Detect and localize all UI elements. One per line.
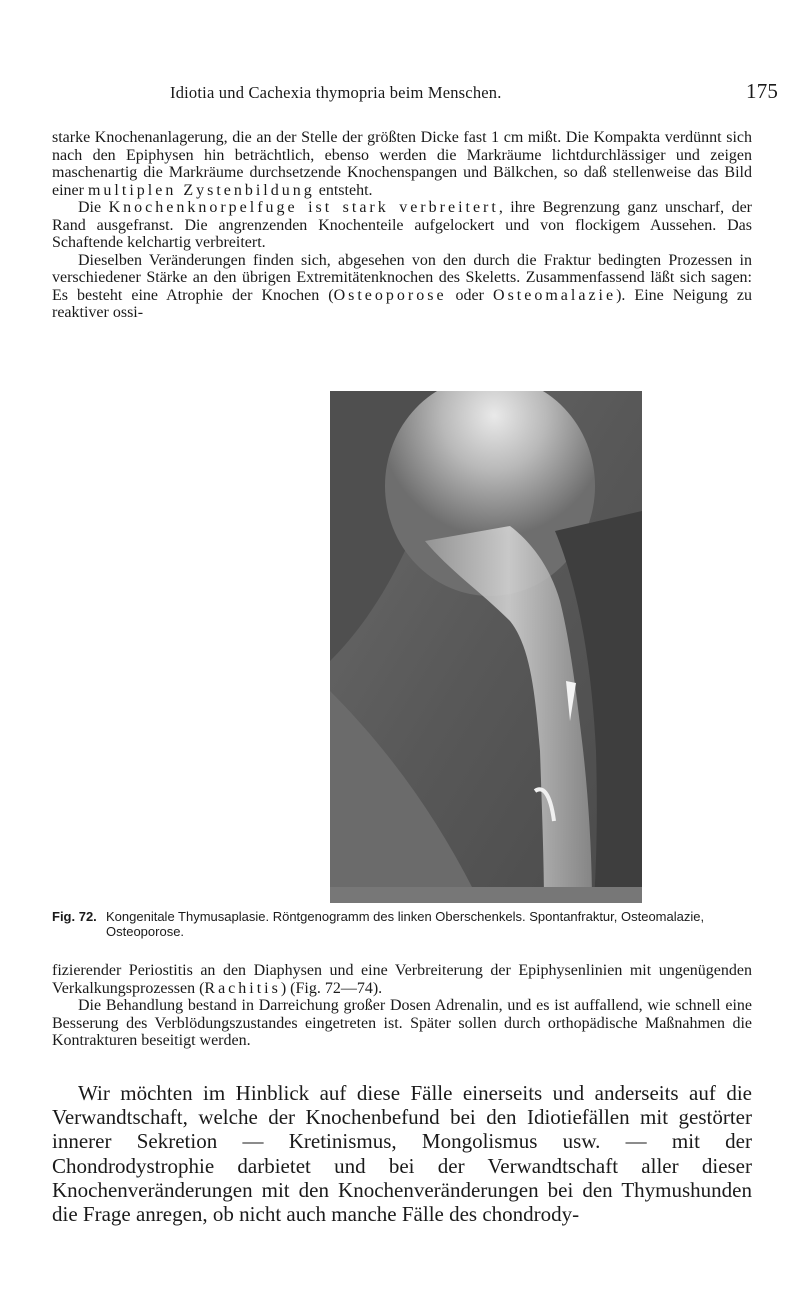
spaced-emphasis: Osteoporose [333,286,447,304]
paragraph-3: Dieselben Veränderungen finden sich, abgesehen von den durch die Fraktur bedingten Prozessen in verschiedener Stärke an den übrigen Extremitätenknochen des Skeletts. Zusammenfassend läßt sich sagen: Es besteht eine Atrophie der Knochen (Osteoporose oder Osteomalazie). Eine Neigung zu reaktiver ossi- [52,251,752,321]
spaced-emphasis: Osteomalazie [493,286,617,304]
figure-caption-text: Kongenitale Thymusaplasie. Röntgenogramm des linken Oberschenkels. Spontanfraktur, Osteomalazie, Osteoporose. [106,909,705,939]
xray-image [330,391,642,903]
paragraph-5: Die Behandlung bestand in Darreichung großer Dosen Adrenalin, und es ist auffallend, wie schnell eine Besserung des Verblödungszustandes eingetreten ist. Später sollen durch orthopädische Maßnahmen die Kontrakturen beseitigt werden. [52,997,752,1049]
spaced-emphasis: Rachitis [204,979,281,997]
paragraph-1: starke Knochenanlagerung, die an der Stelle der größten Dicke fast 1 cm mißt. Die Kompakta verdünnt sich nach den Epiphysen hin beträchtlich, ebenso werden die Markräume lichtdurchlässiger und zeigen maschenartig die Markräume durchsetzende Knochenspangen und Bälkchen, so daß stellenweise das Bild einer multiplen Zystenbildung entsteht. [52,129,752,199]
text-block-middle [52,962,752,1050]
text-block-upper [52,129,752,322]
text-block-lower [52,1081,752,1226]
spaced-emphasis: multiplen Zystenbildung [87,181,315,199]
paragraph-2: Die Knochenknorpelfuge ist stark verbreitert, ihre Begrenzung ganz unscharf, der Rand ausgefranst. Die angrenzenden Knochenteile aufgelockert und von flockigem Aussehen. Das Schaftende kelchartig verbreitert. [52,199,752,251]
figure-label: Fig. 72. [52,909,97,924]
page-number: 175 [746,79,779,103]
running-head-title: Idiotia und Cachexia thymopria beim Menschen. [170,83,502,102]
spaced-emphasis: Knochenknorpelfuge ist stark verbreitert [108,199,499,216]
paragraph-6: Wir möchten im Hinblick auf diese Fälle einerseits und anderseits auf die Verwandtschaft, welche der Knochenbefund bei den Idiotiefällen mit gestörter innerer Sekretion — Kretinismus, Mongolismus usw. — mit der Chondrodystrophie darbietet und bei der Verwandtschaft aller dieser Knochenveränderungen mit den Knochenveränderungen bei den Thymushunden die Frage anregen, ob nicht auch manche Fälle des chondrody- [52,1081,752,1227]
xray-figure [330,391,642,903]
paragraph-4: fizierender Periostitis an den Diaphysen und eine Verbreiterung der Epiphysenlinien mit ungenügenden Verkalkungsprozessen (Rachitis) (Fig. 72—74). [52,962,752,997]
